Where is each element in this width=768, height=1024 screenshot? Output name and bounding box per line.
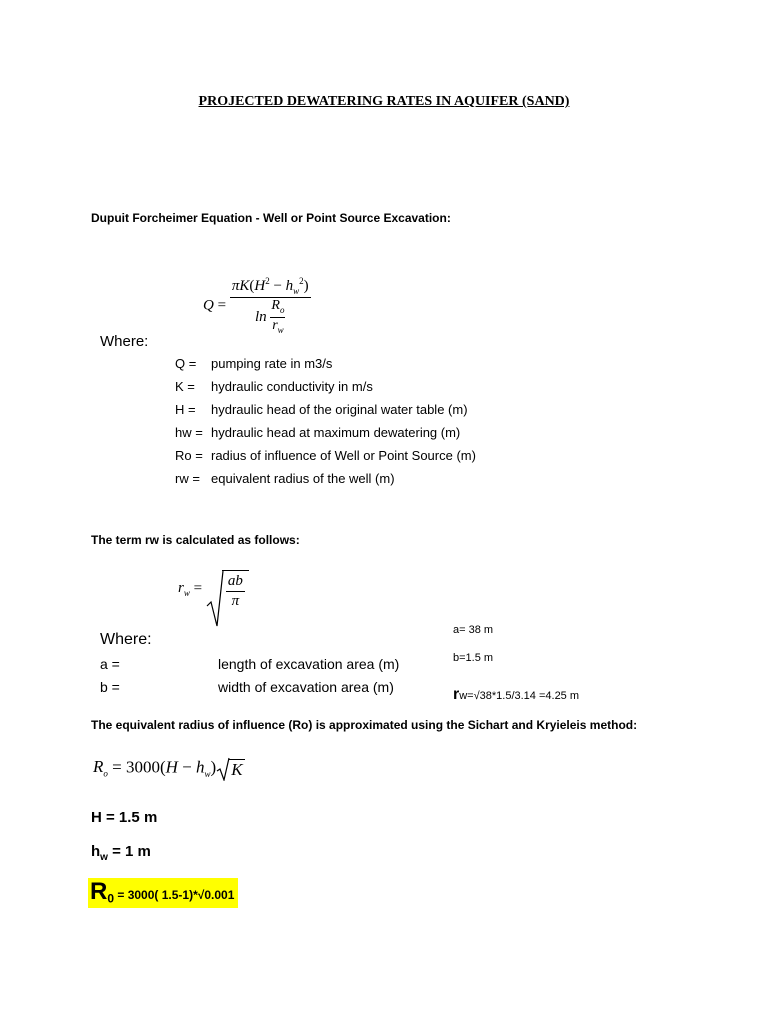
ro-calculation-highlight	[88, 878, 238, 908]
definition-text: hydraulic conductivity in m/s	[211, 379, 373, 394]
h-value: H = 1.5 m	[91, 809, 158, 826]
ro-sub: 0	[107, 891, 115, 906]
definition-symbol: K =	[175, 379, 195, 394]
excavation-text: width of excavation area (m)	[218, 679, 394, 695]
where-label-2: Where:	[100, 631, 152, 648]
where-label: Where:	[100, 333, 149, 350]
rw-letter: r	[453, 686, 460, 703]
equation-heading: Dupuit Forcheimer Equation - Well or Point Source Excavation:	[91, 211, 451, 225]
rw-calc-text: w=√38*1.5/3.14 =4.25 m	[459, 690, 580, 702]
definition-text: radius of influence of Well or Point Source (m)	[211, 448, 476, 463]
sqrt-sign-icon	[206, 568, 224, 628]
definition-text: pumping rate in m3/s	[211, 356, 333, 371]
definition-row	[175, 356, 332, 371]
definition-symbol: rw =	[175, 471, 200, 486]
dupuit-formula: Q = $\pi K(H^2 - h_w^2)$ ln $\frac{R_o}{r_w}$	[203, 276, 309, 335]
definition-row	[175, 402, 468, 417]
definition-text: hydraulic head of the original water table (m)	[211, 402, 468, 417]
excavation-text: length of excavation area (m)	[218, 656, 400, 672]
definition-symbol: H =	[175, 402, 196, 417]
excavation-symbol: b =	[100, 679, 120, 695]
definition-symbol: hw =	[175, 425, 203, 440]
ro-calc-text: = 3000( 1.5-1)*√0.001	[114, 888, 235, 902]
definition-row	[175, 471, 395, 486]
b-value: b=1.5 m	[453, 652, 494, 664]
definition-text: equivalent radius of the well (m)	[211, 471, 395, 486]
page-title: PROJECTED DEWATERING RATES IN AQUIFER (SAND)	[198, 94, 570, 109]
definition-row	[175, 425, 460, 440]
definition-symbol: Q =	[175, 356, 197, 371]
rw-intro: The term rw is calculated as follows:	[91, 533, 300, 547]
definition-text: hydraulic head at maximum dewatering (m)	[211, 425, 461, 440]
definition-symbol: Ro =	[175, 448, 203, 463]
hw-value: $h_w = 1$ m	[91, 843, 151, 863]
rw-calculation	[453, 686, 579, 704]
definition-row	[175, 379, 373, 394]
excavation-symbol: a =	[100, 656, 120, 672]
excavation-row	[100, 656, 400, 672]
ro-formula: $R_o = 3000(H - h_w)$ K	[93, 757, 243, 779]
a-value: a= 38 m	[453, 624, 494, 636]
sqrt-sign-icon	[216, 757, 230, 781]
excavation-row	[100, 679, 394, 695]
ro-intro: The equivalent radius of influence (Ro) is approximated using the Sichart and Kryieleis method:	[91, 718, 638, 732]
definition-row	[175, 448, 476, 463]
rw-formula: $r_w$ = $\frac{ab}{\pi}$	[178, 568, 249, 610]
ro-letter: R	[90, 878, 108, 905]
